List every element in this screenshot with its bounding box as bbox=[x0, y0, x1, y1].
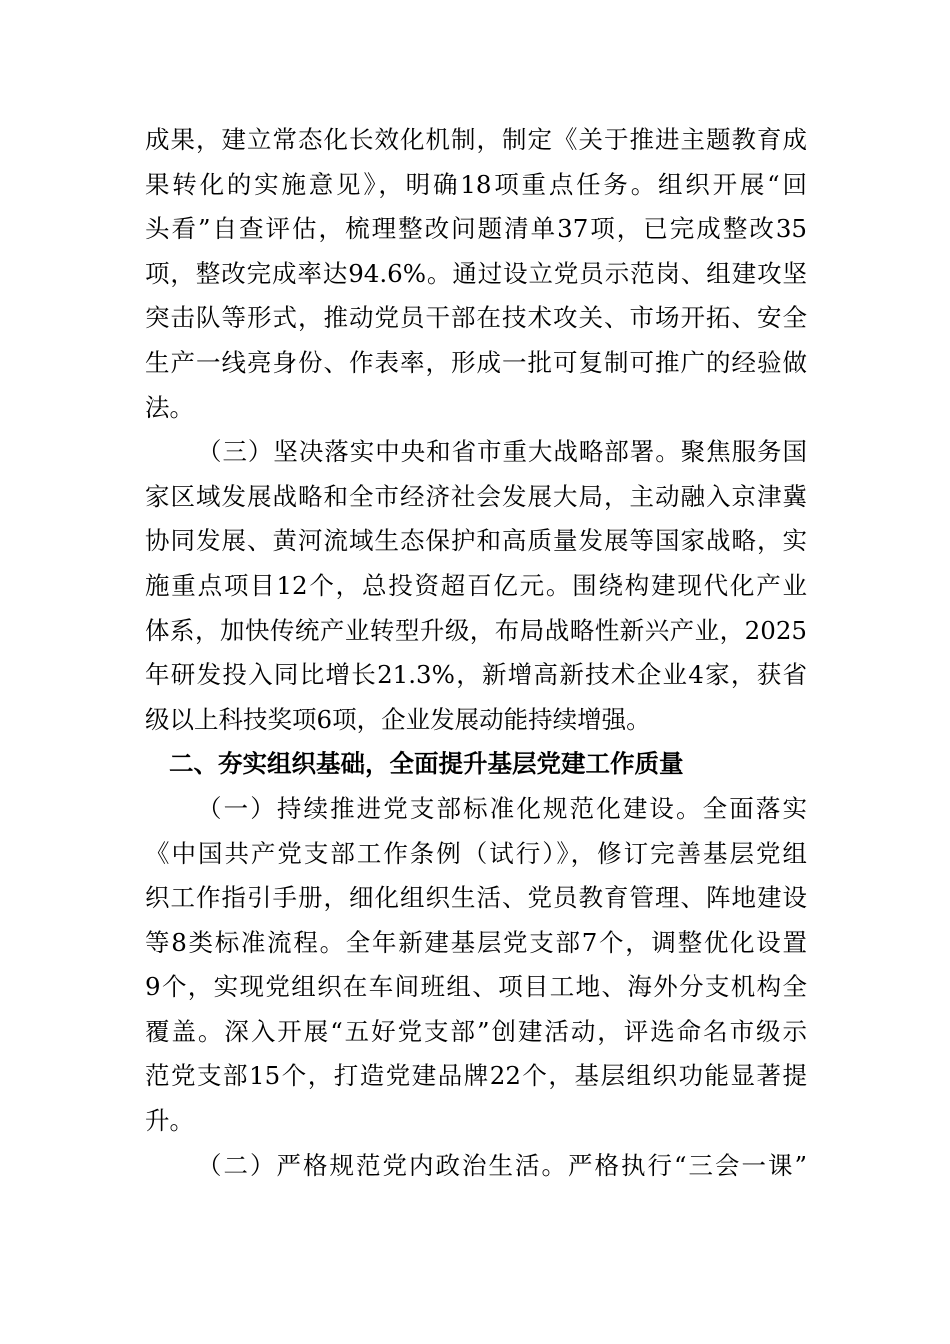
text-line: （二）严格规范党内政治生活。严格执行“三会一课” bbox=[197, 1150, 807, 1180]
text-line: 《中国共产党支部工作条例（试行）》，修订完善基层党组 bbox=[145, 838, 807, 868]
text-line: 年研发投入同比增长21.3%，新增高新技术企业4家，获省 bbox=[145, 660, 807, 690]
text-line: 织工作指引手册，细化组织生活、党员教育管理、阵地建设 bbox=[145, 883, 807, 913]
text-line: 突击队等形式，推动党员干部在技术攻关、市场开拓、安全 bbox=[145, 303, 807, 333]
text-line: 级以上科技奖项6项，企业发展动能持续增强。 bbox=[145, 704, 651, 734]
text-line: 协同发展、黄河流域生态保护和高质量发展等国家战略，实 bbox=[145, 526, 807, 556]
text-line: 9个，实现党组织在车间班组、项目工地、海外分支机构全 bbox=[145, 972, 807, 1002]
text-line: 体系，加快传统产业转型升级，布局战略性新兴产业，2025 bbox=[145, 615, 807, 645]
text-line: 家区域发展战略和全市经济社会发展大局，主动融入京津冀 bbox=[145, 481, 807, 511]
text-line: 升。 bbox=[145, 1106, 194, 1136]
text-line: 覆盖。深入开展“五好党支部”创建活动，评选命名市级示 bbox=[145, 1016, 807, 1046]
text-line: 生产一线亮身份、作表率，形成一批可复制可推广的经验做 bbox=[145, 347, 807, 377]
text-line: 等8类标准流程。全年新建基层党支部7个，调整优化设置 bbox=[145, 927, 807, 957]
text-line: 果转化的实施意见》，明确18项重点任务。组织开展“回 bbox=[145, 169, 807, 199]
document-page bbox=[145, 118, 807, 1188]
text-line: 头看”自查评估，梳理整改问题清单37项，已完成整改35 bbox=[145, 214, 807, 244]
paragraph-political-life bbox=[145, 1144, 807, 1189]
text-line: （三）坚决落实中央和省市重大战略部署。聚焦服务国 bbox=[197, 437, 807, 467]
text-line: 施重点项目12个，总投资超百亿元。围绕构建现代化产业 bbox=[145, 570, 807, 600]
paragraph-branch-standardization bbox=[145, 787, 807, 1144]
text-line: 项，整改完成率达94.6%。通过设立党员示范岗、组建攻坚 bbox=[145, 258, 807, 288]
text-line: 法。 bbox=[145, 392, 194, 422]
text-line: 范党支部15个，打造党建品牌22个，基层组织功能显著提 bbox=[145, 1061, 807, 1091]
paragraph-strategy bbox=[145, 430, 807, 742]
section-heading: 二、夯实组织基础，全面提升基层党建工作质量 bbox=[169, 749, 684, 779]
paragraph-continuation bbox=[145, 118, 807, 430]
text-line: 成果，建立常态化长效化机制，制定《关于推进主题教育成 bbox=[145, 125, 807, 154]
text-line: （一）持续推进党支部标准化规范化建设。全面落实 bbox=[197, 793, 807, 823]
